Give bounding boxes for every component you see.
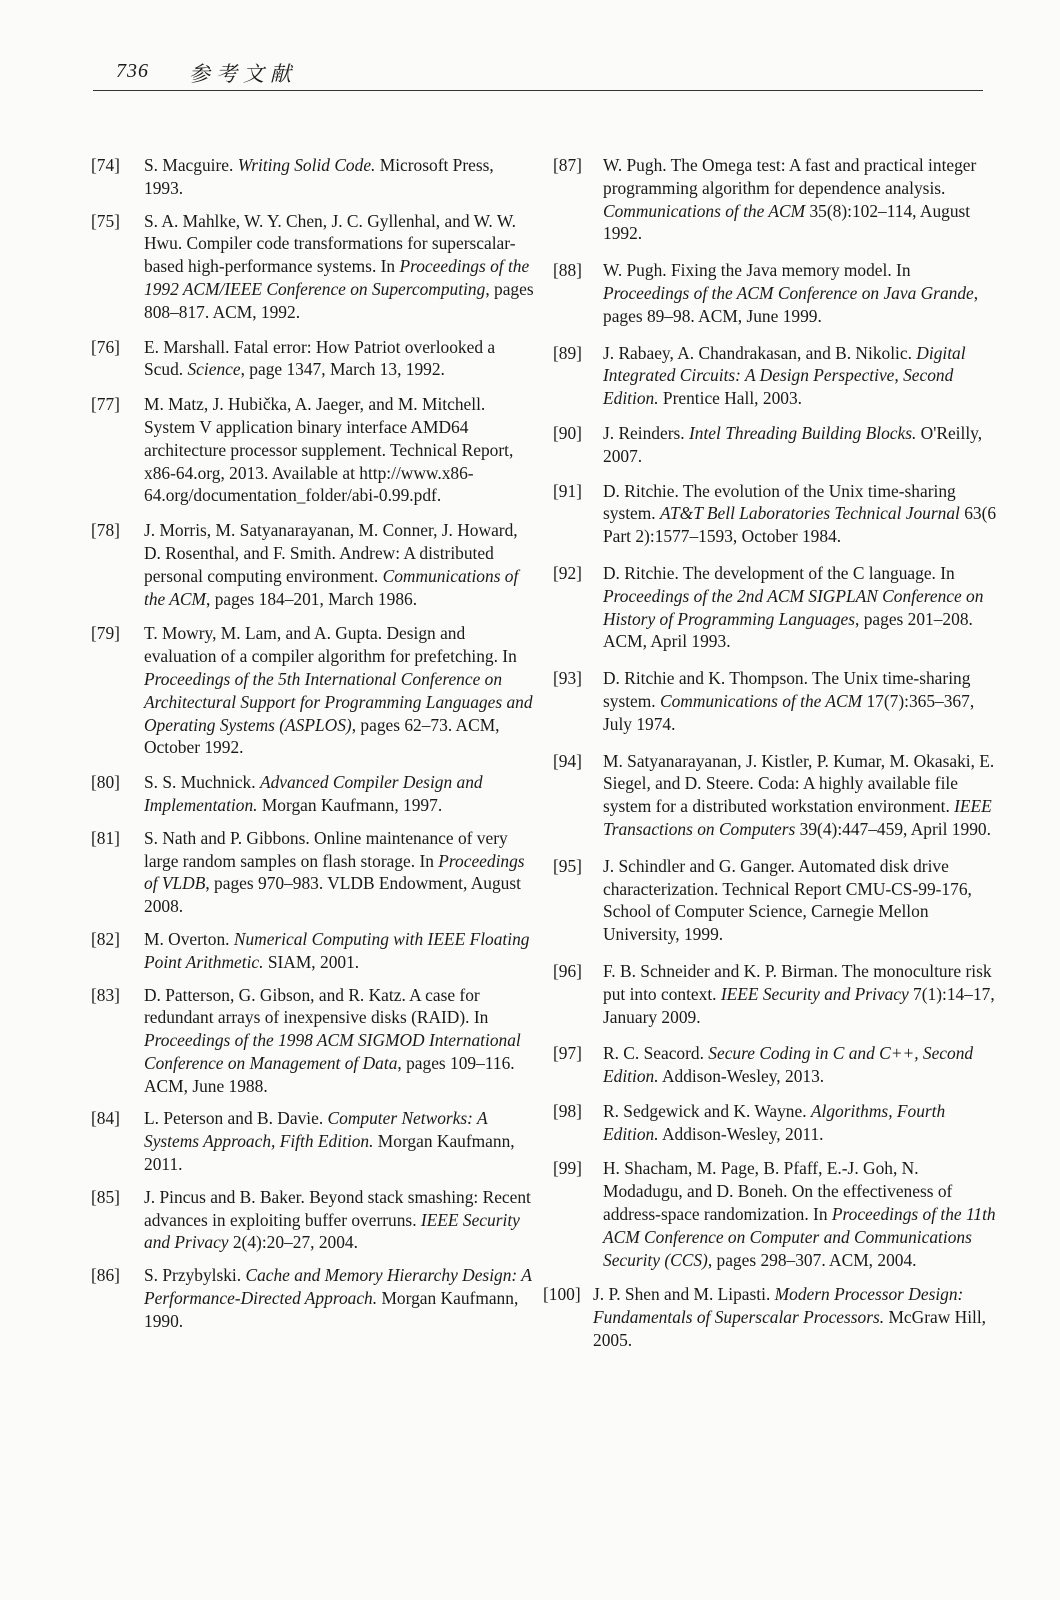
reference-text — [603, 260, 978, 326]
reference-number: [84] — [91, 1108, 120, 1129]
reference-text — [144, 520, 518, 608]
reference-entry — [88, 393, 534, 507]
reference-text-part: J. P. Shen and M. Lipasti. — [593, 1284, 775, 1305]
reference-title-italic: Proceedings of the 5th International Conference on Architectural Support for Programming Languages and Operating Systems (ASPLOS) — [144, 668, 533, 735]
reference-text-part: Addison-Wesley, 2011. — [658, 1123, 824, 1144]
reference-title-italic: Proceedings of the 11th ACM Conference on Computer and Communications Security (CCS) — [603, 1204, 996, 1270]
reference-number: [91] — [553, 480, 582, 501]
reference-number: [79] — [91, 623, 120, 644]
reference-text-part: R. C. Seacord. — [603, 1043, 709, 1064]
reference-title-italic: Advanced Compiler Design and Implementation. — [144, 772, 483, 815]
reference-entry — [88, 154, 534, 200]
reference-title-italic: Algorithms, Fourth Edition. — [603, 1100, 946, 1144]
reference-entry — [88, 928, 534, 974]
reference-title-italic: AT&T Bell Laboratories Technical Journal — [660, 503, 960, 524]
reference-text-part: , pages 109–116. ACM, June 1988. — [144, 1052, 515, 1096]
reference-number: [96] — [553, 960, 582, 981]
reference-number: [88] — [553, 260, 582, 281]
reference-number: [100] — [543, 1284, 581, 1305]
reference-text-part: J. Schindler and G. Ganger. Automated disk drive characterization. Technical Report CMU-CS-99-176, School of Computer Science, Carnegie Mellon University, 1999. — [603, 855, 972, 945]
reference-text-part: H. Shacham, M. Page, B. Pfaff, E.-J. Goh, N. Modadugu, and D. Boneh. On the effectiveness of address-space randomization. In — [603, 1158, 953, 1225]
reference-text — [603, 1043, 973, 1086]
reference-text — [603, 1158, 996, 1269]
reference-text — [144, 623, 533, 757]
reference-entry — [88, 622, 534, 759]
reference-text-part: J. Rabaey, A. Chandrakasan, and B. Nikolic. — [603, 342, 917, 363]
reference-text — [603, 668, 974, 734]
reference-entry — [88, 771, 534, 817]
reference-number: [99] — [553, 1158, 582, 1179]
reference-title-italic: Cache and Memory Hierarchy Design: A Performance-Directed Approach. — [144, 1265, 532, 1309]
reference-text-part: , page 1347, March 13, 1992. — [240, 359, 445, 380]
reference-title-italic: Proceedings of VLDB — [144, 850, 525, 894]
reference-text-part: F. B. Schneider and K. P. Birman. The monoculture risk put into context. — [603, 960, 992, 1004]
reference-text — [603, 481, 996, 547]
reference-text-part: R. Sedgewick and K. Wayne. — [603, 1100, 811, 1121]
reference-text-part: S. Macguire. — [144, 155, 238, 175]
reference-text-part: J. Pincus and B. Baker. Beyond stack smashing: Recent advances in exploiting buffer overruns. — [144, 1186, 531, 1230]
reference-entry — [543, 1283, 997, 1351]
reference-text-part: Morgan Kaufmann, 1997. — [257, 794, 443, 815]
page-header — [93, 58, 983, 91]
reference-entry — [547, 342, 997, 410]
reference-title-italic: IEEE Security and Privacy — [720, 983, 909, 1004]
reference-text-part: T. Mowry, M. Lam, and A. Gupta. Design and evaluation of a compiler algorithm for prefetching. In — [144, 623, 517, 667]
reference-text — [144, 985, 521, 1096]
reference-text-part: E. Marshall. Fatal error: How Patriot overlooked a Scud. — [144, 336, 496, 380]
reference-title-italic: Computer Networks: A Systems Approach, Fifth Edition. — [144, 1108, 488, 1152]
reference-text — [144, 1265, 532, 1331]
reference-text-part: W. Pugh. The Omega test: A fast and practical integer programming algorithm for dependence analysis. — [603, 155, 977, 198]
reference-title-italic: Writing Solid Code. — [237, 155, 376, 175]
reference-number: [75] — [91, 210, 120, 231]
reference-title-italic: Numerical Computing with IEEE Floating Point Arithmetic. — [144, 928, 530, 972]
reference-number: [80] — [91, 772, 120, 793]
reference-number: [92] — [553, 562, 582, 583]
reference-text — [144, 155, 494, 198]
reference-text-part: , pages 298–307. ACM, 2004. — [707, 1249, 917, 1270]
reference-text — [144, 394, 513, 505]
reference-text-part: 35(8):102–114, August 1992. — [603, 200, 971, 244]
reference-text-part: S. Nath and P. Gibbons. Online maintenance of very large random samples on flash storage. In — [144, 827, 508, 871]
reference-text-part: 39(4):447–459, April 1990. — [795, 818, 991, 839]
reference-title-italic: Modern Processor Design: Fundamentals of Superscalar Processors. — [593, 1284, 964, 1328]
reference-title-italic: Proceedings of the 2nd ACM SIGPLAN Conference on History of Programming Languages — [603, 585, 984, 629]
reference-text — [603, 155, 976, 243]
reference-title-italic: Communications of the ACM — [144, 565, 519, 609]
reference-text-part: SIAM, 2001. — [263, 951, 360, 972]
reference-text-part: , pages 970–983. VLDB Endowment, August 2008. — [144, 873, 521, 917]
reference-entry — [547, 750, 997, 841]
reference-entry — [547, 154, 997, 245]
reference-number: [83] — [91, 984, 120, 1005]
reference-entry — [88, 1264, 534, 1332]
reference-entry — [88, 827, 534, 918]
reference-text-part: Prentice Hall, 2003. — [658, 388, 803, 409]
reference-text-part: 2(4):20–27, 2004. — [228, 1232, 358, 1253]
reference-text — [603, 423, 982, 466]
reference-title-italic: Proceedings of the 1998 ACM SIGMOD International Conference on Management of Data — [144, 1030, 521, 1073]
reference-title-italic: Proceedings of the ACM Conference on Java Grande — [603, 282, 974, 303]
reference-entry — [547, 1100, 997, 1146]
reference-text-part: Microsoft Press, 1993. — [144, 155, 494, 198]
reference-number: [94] — [553, 750, 582, 771]
reference-number: [81] — [91, 827, 120, 848]
reference-text-part: D. Ritchie. The development of the C language. In — [603, 562, 955, 583]
reference-text — [603, 961, 995, 1027]
reference-text-part: M. Matz, J. Hubička, A. Jaeger, and M. Mitchell. System V application binary interface AMD64 architecture processor supplement. Technical Report, x86-64.org, 2013. Available at http://www.x86-64.org/documentation_folder/abi-0.99.pdf. — [144, 394, 514, 506]
reference-text-part: 17(7):365–367, July 1974. — [603, 690, 975, 734]
reference-number: [90] — [553, 422, 582, 443]
reference-text-part: D. Ritchie and K. Thompson. The Unix time-sharing system. — [603, 668, 971, 711]
reference-number: [93] — [553, 668, 582, 689]
reference-number: [82] — [91, 928, 120, 949]
reference-entry — [547, 667, 997, 735]
references-left-column — [88, 154, 534, 1333]
reference-text-part: , pages 201–208. ACM, April 1993. — [603, 608, 973, 652]
reference-text — [144, 337, 495, 380]
reference-text-part: McGraw Hill, 2005. — [593, 1307, 987, 1351]
reference-text — [144, 772, 483, 815]
reference-text — [144, 1108, 515, 1174]
reference-number: [78] — [91, 520, 120, 541]
reference-entry — [88, 210, 534, 324]
reference-text — [144, 1187, 531, 1253]
reference-entry — [547, 960, 997, 1028]
reference-text — [144, 828, 525, 916]
reference-text-part: Addison-Wesley, 2013. — [658, 1066, 825, 1087]
reference-number: [76] — [91, 336, 120, 357]
reference-text — [603, 751, 994, 839]
reference-text-part: J. Reinders. — [603, 422, 689, 443]
reference-entry — [88, 1186, 534, 1254]
reference-entry — [88, 1107, 534, 1175]
reference-text-part: , pages 89–98. ACM, June 1999. — [603, 282, 979, 326]
reference-entry — [547, 1157, 997, 1271]
reference-entry — [547, 855, 997, 946]
reference-text — [603, 563, 983, 651]
reference-title-italic: Communications of the ACM — [603, 200, 806, 221]
reference-text-part: O'Reilly, 2007. — [603, 422, 983, 466]
reference-text-part: Morgan Kaufmann, 2011. — [144, 1131, 515, 1175]
reference-text-part: , pages 808–817. ACM, 1992. — [144, 278, 534, 322]
reference-title-italic: Proceedings of the 1992 ACM/IEEE Conference on Supercomputing — [144, 256, 530, 299]
reference-entry — [547, 562, 997, 653]
reference-entry — [547, 480, 997, 548]
reference-text-part: J. Morris, M. Satyanarayanan, M. Conner, J. Howard, D. Rosenthal, and F. Smith. Andrew: A distributed personal computing environment. — [144, 520, 518, 586]
reference-text-part: S. Przybylski. — [144, 1265, 246, 1286]
reference-text-part: S. S. Muchnick. — [144, 772, 260, 793]
reference-text-part: D. Ritchie. The evolution of the Unix time-sharing system. — [603, 480, 956, 524]
reference-number: [87] — [553, 155, 582, 175]
reference-text — [144, 929, 529, 972]
reference-text-part: 63(6 Part 2):1577–1593, October 1984. — [603, 503, 997, 547]
page-number: 736 — [116, 60, 149, 82]
section-title: 参考文献 — [189, 62, 297, 86]
reference-entry — [547, 422, 997, 468]
reference-text-part: L. Peterson and B. Davie. — [144, 1108, 328, 1129]
reference-text-part: S. A. Mahlke, W. Y. Chen, J. C. Gyllenhal, and W. W. Hwu. Compiler code transformations for superscalar-based high-performance systems. In — [144, 210, 516, 277]
reference-number: [74] — [91, 155, 120, 175]
reference-title-italic: IEEE Transactions on Computers — [603, 796, 992, 839]
reference-text — [593, 1284, 986, 1350]
reference-number: [86] — [91, 1265, 120, 1286]
reference-title-italic: Secure Coding in C and C++, Second Edition. — [603, 1043, 974, 1087]
references-right-column — [543, 154, 997, 1352]
reference-text-part: W. Pugh. Fixing the Java memory model. In — [603, 260, 911, 281]
reference-title-italic: Digital Integrated Circuits: A Design Perspective, Second Edition. — [603, 342, 966, 409]
reference-text — [144, 211, 534, 322]
reference-title-italic: Intel Threading Building Blocks. — [688, 422, 917, 443]
reference-entry — [88, 984, 534, 1098]
reference-number: [98] — [553, 1100, 582, 1121]
reference-entry — [547, 259, 997, 327]
reference-text-part: M. Overton. — [144, 928, 234, 949]
reference-number: [97] — [553, 1043, 582, 1064]
reference-text — [603, 856, 972, 944]
reference-entry — [88, 336, 534, 382]
reference-title-italic: Science — [187, 359, 241, 380]
reference-entry — [88, 519, 534, 610]
reference-number: [85] — [91, 1186, 120, 1207]
reference-number: [89] — [553, 342, 582, 363]
reference-text — [603, 343, 966, 409]
reference-title-italic: Communications of the ACM — [660, 690, 863, 711]
reference-text-part: , pages 184–201, March 1986. — [206, 588, 418, 609]
reference-text-part: M. Satyanarayanan, J. Kistler, P. Kumar, M. Okasaki, E. Siegel, and D. Steere. Coda: A highly available file system for a distributed workstation environment. — [603, 750, 995, 817]
reference-text — [603, 1101, 945, 1144]
reference-title-italic: IEEE Security and Privacy — [144, 1209, 520, 1253]
reference-text-part: Morgan Kaufmann, 1990. — [144, 1288, 519, 1331]
reference-text-part: , pages 62–73. ACM, October 1992. — [144, 714, 500, 758]
reference-number: [77] — [91, 394, 120, 415]
reference-number: [95] — [553, 855, 582, 876]
reference-entry — [547, 1042, 997, 1088]
reference-text-part: 7(1):14–17, January 2009. — [603, 983, 995, 1027]
reference-text-part: D. Patterson, G. Gibson, and R. Katz. A case for redundant arrays of inexpensive disks (RAID). In — [144, 984, 489, 1028]
